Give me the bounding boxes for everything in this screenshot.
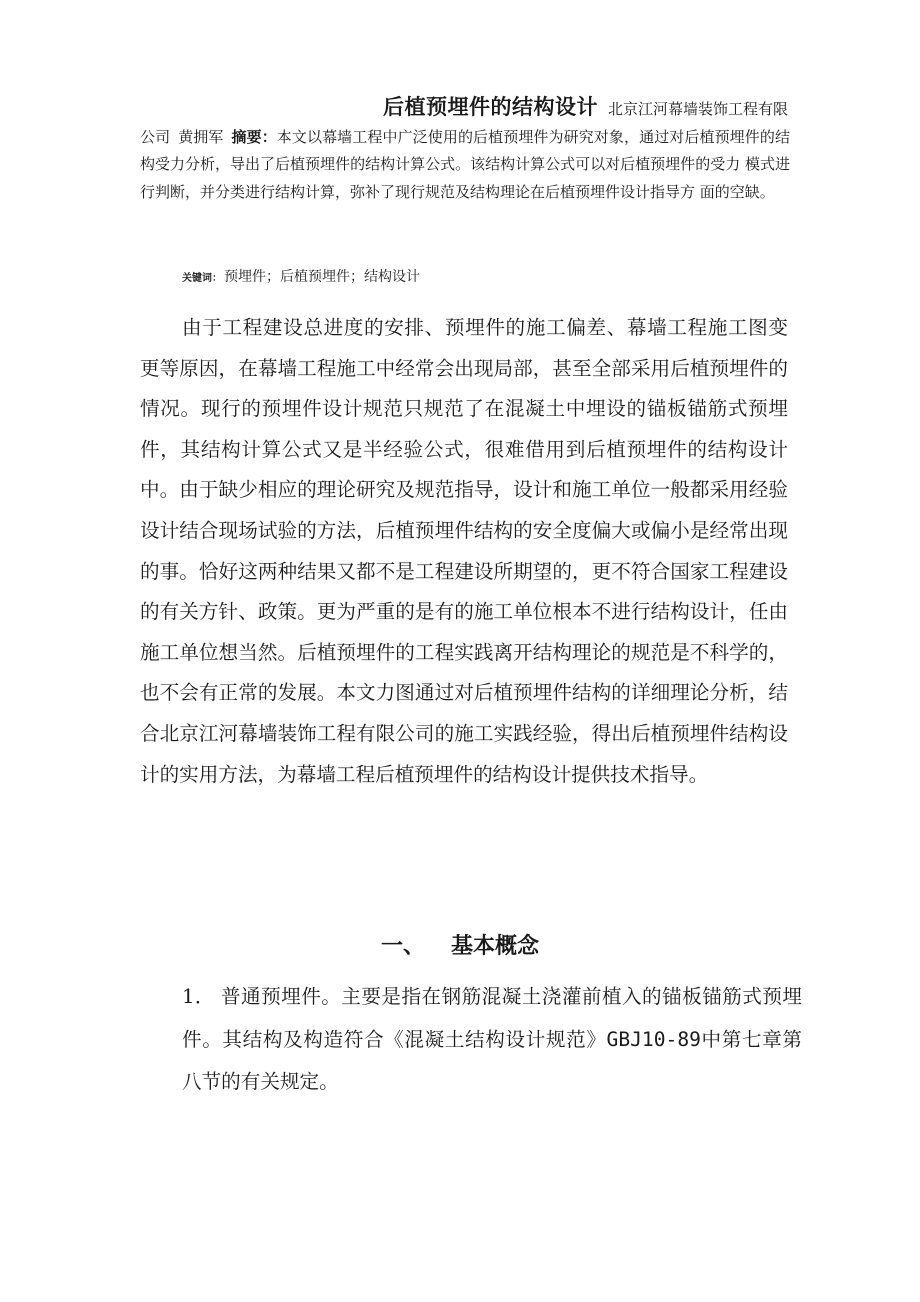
header-block — [140, 94, 790, 206]
list-item-1-text: 普通预埋件。主要是指在钢筋混凝土浇灌前植入的锚板锚筋式预埋件。其结构及构造符合《混凝土结构设计规范》 — [182, 985, 803, 1051]
section-number: 一、 — [380, 933, 425, 959]
keywords-line — [182, 266, 420, 286]
abstract-label: 摘要： — [231, 127, 277, 146]
affiliation-line-1: 北京江河幕墙装饰工程有限 — [607, 100, 788, 118]
header-first-line — [140, 94, 790, 124]
document-title: 后植预埋件的结构设计 — [382, 95, 598, 119]
keywords-text: 预埋件；后植预埋件；结构设计 — [224, 269, 420, 285]
list-item-1-number: 1． — [182, 985, 215, 1008]
section-heading — [0, 926, 920, 967]
list-item-1 — [182, 976, 802, 1104]
keywords-label: 关键词： — [182, 273, 222, 284]
author-name: 黄拥军 — [178, 127, 224, 146]
intro-paragraph: 由于工程建设总进度的安排、预埋件的施工偏差、幕墙工程施工图变更等原因，在幕墙工程施工中经常会出现局部，甚至全部采用后植预埋件的情况。现行的预埋件设计规范只规范了在混凝土中埋设的锚板锚筋式预埋件，其结构计算公式又是半经验公式，很难借用到后植预埋件的结构设计中。由于缺少相应的理论研究及规范指导，设计和施工单位一般都采用经验设计结合现场试验的方法，后植预埋件结构的安全度偏大或偏小是经常出现的事。恰好这两种结果又都不是工程建设所期望的，更不符合国家工程建设的有关方针、政策。更为严重的是有的施工单位根本不进行结构设计，任由施工单位想当然。后植预埋件的工程实践离开结构理论的规范是不科学的，也不会有正常的发展。本文力图通过对后植预埋件结构的详细理论分析，结合北京江河幕墙装饰工程有限公司的施工实践经验，得出后植预埋件结构设计的实用方法，为幕墙工程后植预埋件的结构设计提供技术指导。 — [140, 316, 788, 786]
affiliation-line-2: 公司 — [140, 127, 171, 146]
abstract-text: 本文以幕墙工程中广泛使用的后植预埋件为研究对象，通过对后植预埋件的结 构受力分析，导出了后植预埋件的结构计算公式。该结构计算公式可以对后植预埋件的受力 模式进行判断，并分类进行结构计算，弥补了现行规范及结构理论在后植预埋件设计指导方 面的空缺。 — [140, 127, 790, 201]
section-title: 基本概念 — [451, 934, 540, 959]
standard-code: GBJ10-89 — [606, 1027, 701, 1051]
list-item-1-text-end: 中第七章第八节的有关规定。 — [182, 1027, 803, 1093]
